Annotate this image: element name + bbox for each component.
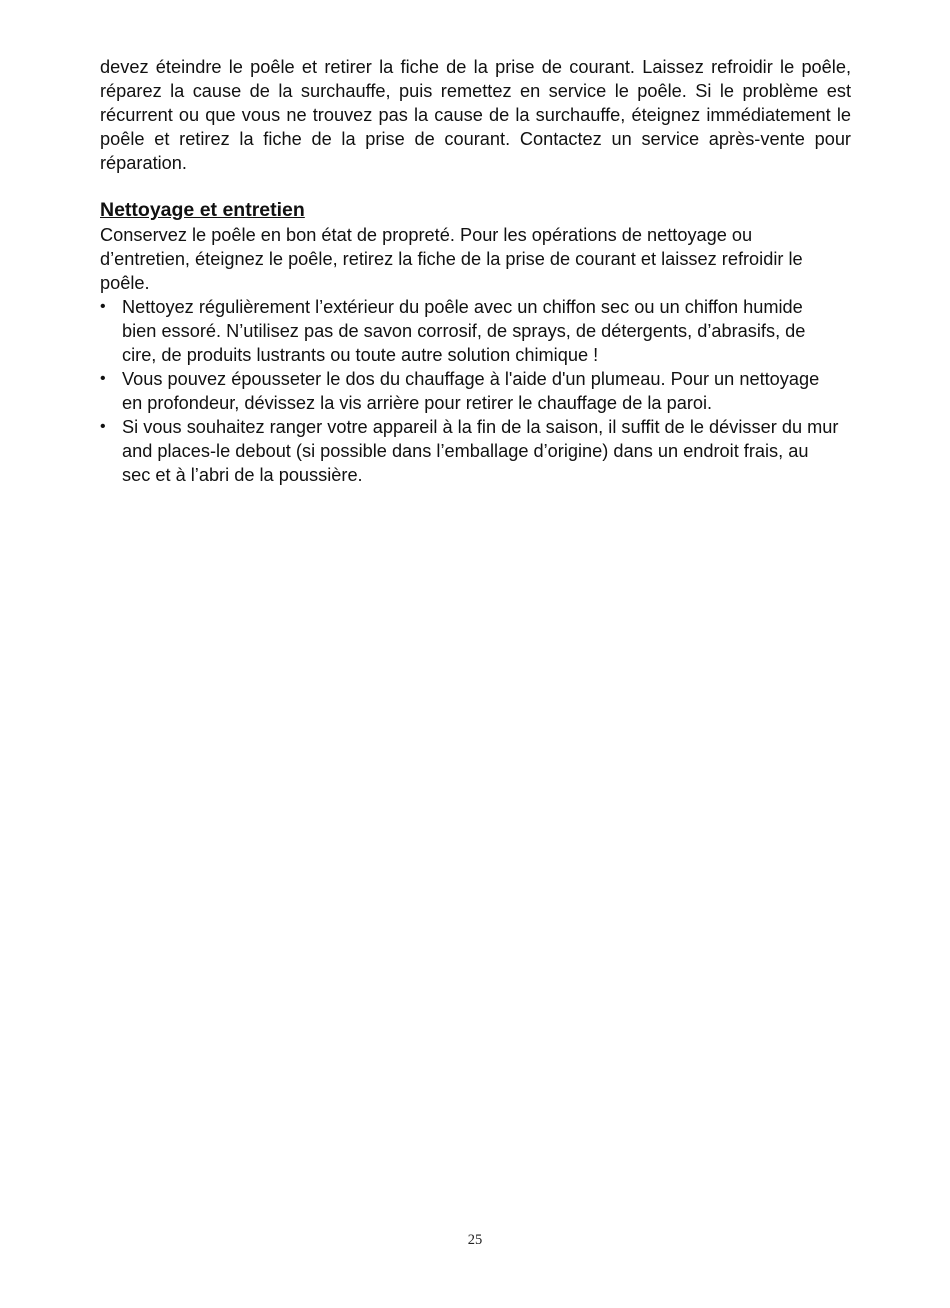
section-heading: Nettoyage et entretien — [100, 199, 305, 221]
bullet-icon: • — [100, 298, 106, 315]
list-item — [100, 367, 851, 415]
section-paragraph: Conservez le poêle en bon état de propreté. Pour les opérations de nettoyage ou d’entretien, éteignez le poêle, retirez la fiche de la prise de courant et laissez refroidir le poêle. — [100, 225, 803, 293]
list-item-text: Si vous souhaitez ranger votre appareil à la fin de la saison, il suffit de le dévisser du mur and places-le debout (si possible dans l’emballage d’origine) dans un endroit frais, au sec et à l’abri de la poussière. — [122, 417, 839, 485]
intro-paragraph: devez éteindre le poêle et retirer la fiche de la prise de courant. Laissez refroidir le poêle, réparez la cause de la surchauffe, puis remettez en service le poêle. Si le problème est récurrent ou que vous ne trouvez pas la cause de la surchauffe, éteignez immédiatement le poêle et retirez la fiche de la prise de courant. Contactez un service après-vente pour réparation. — [100, 57, 851, 173]
list-item — [100, 295, 851, 367]
bullet-icon: • — [100, 370, 106, 387]
list-item — [100, 415, 851, 487]
page-number: 25 — [467, 1232, 483, 1248]
list-item-text: Vous pouvez épousseter le dos du chauffage à l'aide d'un plumeau. Pour un nettoyage en profondeur, dévissez la vis arrière pour retirer le chauffage de la paroi. — [122, 369, 820, 413]
page-content — [100, 55, 851, 487]
list-item-text: Nettoyez régulièrement l’extérieur du poêle avec un chiffon sec ou un chiffon humide bien essoré. N’utilisez pas de savon corrosif, de sprays, de détergents, d’abrasifs, de cire, de produits lustrants ou toute autre solution chimique ! — [122, 297, 806, 365]
bullet-icon: • — [100, 418, 106, 435]
bullet-list — [100, 295, 851, 487]
